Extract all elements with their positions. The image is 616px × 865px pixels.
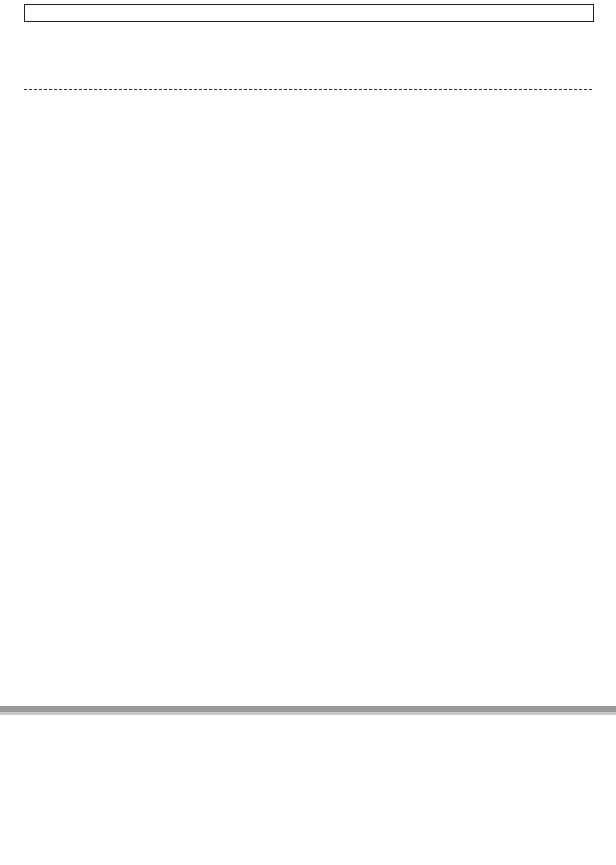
document-page-2 bbox=[0, 716, 616, 865]
section-divider bbox=[24, 89, 592, 90]
document-title bbox=[24, 4, 594, 22]
page-separator-shadow bbox=[0, 712, 616, 715]
